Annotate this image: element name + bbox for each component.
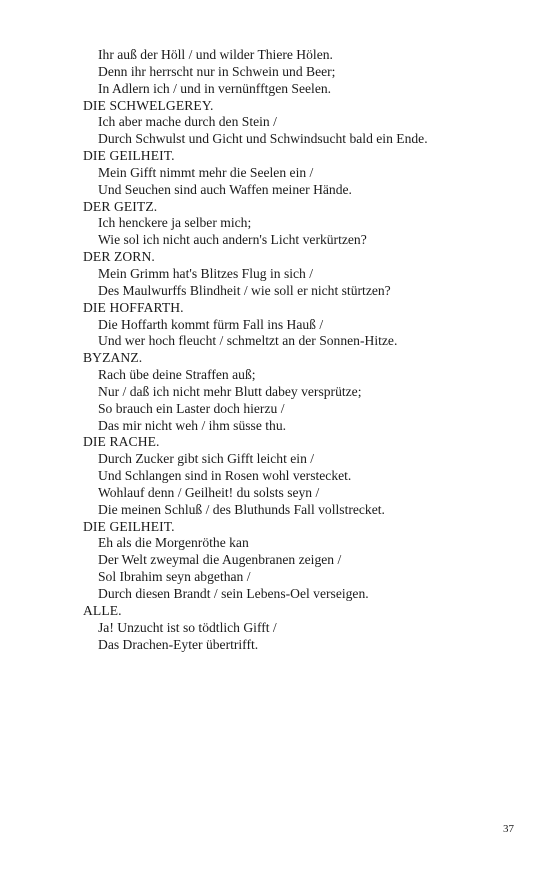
verse-line: In Adlern ich / und in vernünfftgen Seelen. [98, 80, 332, 96]
verse-line: Eh als die Morgenröthe kan [98, 535, 249, 551]
speaker-heading: DIE SCHWELGEREY. [83, 97, 214, 113]
verse-line: Das Drachen-Eyter übertrifft. [98, 636, 259, 652]
speaker-heading: DER GEITZ. [83, 198, 158, 214]
verse-line: Ich aber mache durch den Stein / [98, 114, 277, 130]
speaker-heading: BYZANZ. [83, 350, 143, 366]
page-number: 37 [503, 823, 514, 835]
speaker-heading: DER ZORN. [83, 249, 155, 265]
verse-line: Mein Gifft nimmt mehr die Seelen ein / [98, 164, 314, 180]
verse-line: Wohlauf denn / Geilheit! du solsts seyn / [98, 484, 320, 500]
verse-line: Ihr auß der Höll / und wilder Thiere Hölen. [98, 47, 333, 62]
verse-line: Denn ihr herrscht nur in Schwein und Beer; [98, 63, 336, 79]
verse-line: Durch diesen Brandt / sein Lebens-Oel verseigen. [98, 586, 369, 601]
verse-line: Das mir nicht weh / ihm süsse thu. [98, 417, 287, 433]
speaker-heading: ALLE. [83, 602, 122, 618]
verse-line: Und Schlangen sind in Rosen wohl verstecket. [98, 468, 352, 484]
verse-line: Rach übe deine Straffen auß; [98, 367, 256, 383]
verse-line: Die Hoffarth kommt fürm Fall ins Hauß / [98, 316, 324, 332]
verse-line: Durch Schwulst und Gicht und Schwindsucht bald ein Ende. [98, 131, 428, 147]
verse-line: Und Seuchen sind auch Waffen meiner Hände. [98, 181, 352, 197]
verse-line: Durch Zucker gibt sich Gifft leicht ein / [98, 451, 315, 467]
speaker-heading: DIE GEILHEIT. [83, 148, 175, 164]
verse-line: Der Welt zweymal die Augenbranen zeigen / [98, 552, 342, 568]
verse-line: Und wer hoch fleucht / schmeltzt an der Sonnen-Hitze. [98, 333, 398, 349]
verse-line: Mein Grimm hat's Blitzes Flug in sich / [98, 265, 314, 281]
speaker-heading: DIE RACHE. [83, 434, 160, 450]
verse-line: Nur / daß ich nicht mehr Blutt dabey versprütze; [98, 383, 362, 399]
verse-line: Ja! Unzucht ist so tödtlich Gifft / [98, 619, 277, 635]
verse-line: Die meinen Schluß / des Bluthunds Fall vollstrecket. [98, 501, 385, 517]
speaker-heading: DIE HOFFARTH. [83, 299, 184, 315]
verse-line: So brauch ein Laster doch hierzu / [98, 400, 285, 416]
verse-line: Sol Ibrahim seyn abgethan / [98, 569, 251, 585]
verse-line: Wie sol ich nicht auch andern's Licht verkürtzen? [98, 232, 367, 248]
verse-line: Des Maulwurffs Blindheit / wie soll er nicht stürtzen? [98, 282, 391, 298]
page-text-block [83, 47, 523, 653]
speaker-heading: DIE GEILHEIT. [83, 518, 175, 534]
verse-line: Ich henckere ja selber mich; [98, 215, 252, 231]
